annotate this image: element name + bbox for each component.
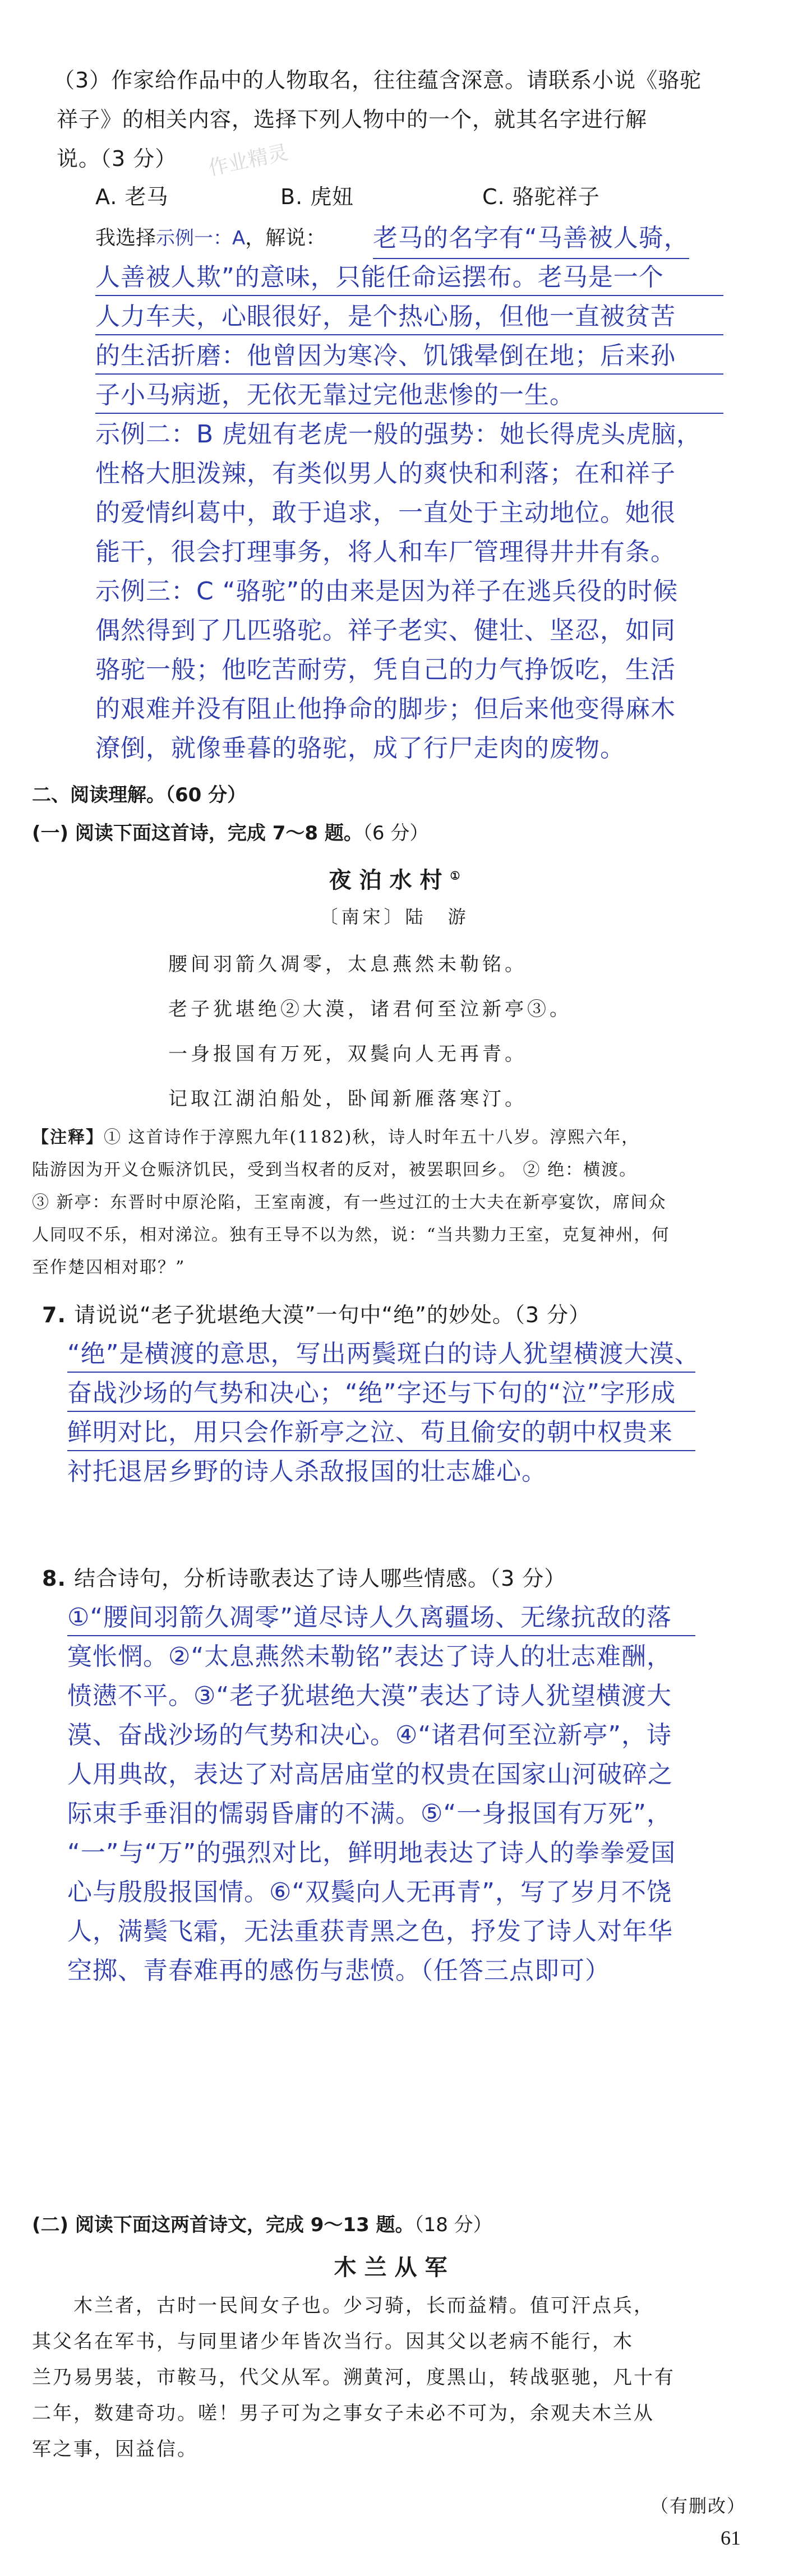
- body-line: 二年，数建奇功。嗟！男子可为之事女子未必不可为，余观夫木兰从: [32, 2402, 654, 2425]
- answer-line: 偶然得到了几匹骆驼。祥子老实、健壮、坚忍，如同: [95, 616, 676, 645]
- q3-prompt: [53, 61, 749, 178]
- option-c: C. 骆驼祥子: [482, 184, 600, 209]
- q7-prompt: [42, 1295, 590, 1335]
- body-line: 其父名在军书，与同里诸少年皆次当行。因其父以老病不能行，木: [32, 2330, 634, 2353]
- answer-line: 性格大胆泼辣，有类似男人的爽快和利落；在和祥子: [95, 459, 676, 488]
- note-line: 陆游因为开义仓赈济饥民，受到当权者的反对，被罢职回乡。 ② 绝：横渡。: [32, 1160, 638, 1180]
- poem-line: 一身报国有万死，双鬓向人无再青。: [168, 1043, 527, 1065]
- q8-prompt: [42, 1559, 566, 1598]
- body-line: 兰乃易男装，市鞍马，代父从军。溯黄河，度黑山，转战驱驰，凡十有: [32, 2366, 675, 2389]
- part2-score: （18 分）: [414, 2214, 492, 2236]
- answer-line: 鲜明对比，用只会作新亭之泣、苟且偷安的朝中权贵来: [67, 1418, 673, 1447]
- answer-line: “一”与“万”的强烈对比，鲜明地表达了诗人的拳拳爱国: [67, 1839, 676, 1867]
- part2-heading: [32, 2209, 492, 2237]
- answer-line: 人，满鬓飞霜，无法重获青黑之色，抒发了诗人对年华: [67, 1917, 673, 1946]
- body-line: 军之事，因益信。: [32, 2438, 198, 2460]
- q3-prompt-line: 祥子》的相关内容，选择下列人物中的一个，就其名字进行解: [57, 107, 648, 132]
- answer-line: 骆驼一般；他吃苦耐劳，凭自己的力气挣饭吃，生活: [95, 655, 676, 684]
- part2-heading-text: (二) 阅读下面这两首诗文，完成 9～13 题。: [32, 2214, 414, 2236]
- note-line: ① 这首诗作于淳熙九年(1182)秋，诗人时年五十八岁。淳熙六年，: [104, 1128, 640, 1147]
- q8-number: 8.: [42, 1566, 66, 1591]
- q3-answer: [95, 219, 729, 258]
- answer-line: 示例三：C “骆驼”的由来是因为祥子在逃兵役的时候: [95, 577, 679, 606]
- source-note: （有删改）: [650, 2495, 746, 2517]
- answer-line: 漠、奋战沙场的气势和决心。④“诸君何至泣新亭”，诗: [67, 1721, 672, 1749]
- answer-line: 的艰难并没有阻止他挣命的脚步；但后来他变得麻木: [95, 695, 676, 723]
- answer-line: 奋战沙场的气势和决心；“绝”字还与下句的“泣”字形成: [67, 1379, 676, 1407]
- answer-line: 能干，很会打理事务，将人和车厂管理得井井有条。: [95, 538, 676, 566]
- answer-line: 示例二：B 虎妞有老虎一般的强势：她长得虎头虎脑，: [95, 420, 702, 449]
- poem-notes: [32, 1121, 761, 1284]
- poem-title-note: ①: [450, 869, 460, 883]
- poem-line: 记取江湖泊船处，卧闻新雁落寒汀。: [168, 1088, 527, 1110]
- q3-prompt-line: 说。（3 分）: [57, 146, 177, 171]
- answer-line: 老马的名字有“马善被人骑，: [373, 219, 689, 259]
- part2-body: [32, 2288, 761, 2467]
- answer-example-label: 示例一：A: [156, 227, 246, 250]
- answer-line: 心与殷殷报国情。⑥“双鬓向人无再青”，写了岁月不饶: [67, 1878, 672, 1906]
- answer-line: 人力车夫，心眼很好，是个热心肠，但他一直被贫苦: [95, 302, 676, 331]
- q3-prompt-line: （3）作家给作品中的人物取名，往往蕴含深意。请联系小说《骆驼: [53, 68, 702, 93]
- watermark: 作业精灵: [206, 141, 290, 181]
- option-a: A. 老马: [95, 184, 169, 209]
- part1-score: （6 分）: [362, 822, 429, 844]
- q7-answer: [67, 1335, 712, 1492]
- page-number: 61: [721, 2527, 741, 2549]
- answer-line: 寞怅惘。②“太息燕然未勒铭”表达了诗人的壮志难酬，: [67, 1642, 672, 1671]
- q7-number: 7.: [42, 1303, 66, 1327]
- answer-line: ①“腰间羽箭久凋零”道尽诗人久离疆场、无缘抗敌的落: [67, 1603, 672, 1632]
- part2-title: 木兰从军: [334, 2254, 455, 2280]
- answer-line: 衬托退居乡野的诗人杀敌报国的壮志雄心。: [67, 1457, 547, 1486]
- poem-author: 〔南宋〕陆 游: [320, 906, 469, 927]
- answer-intro: 我选择: [95, 227, 156, 250]
- answer-line: 子小马病逝，无依无靠过完他悲惨的一生。: [95, 381, 575, 409]
- note-line: 至作楚囚相对耶？”: [32, 1258, 186, 1277]
- q7-prompt-text: 请说说“老子犹堪绝大漠”一句中“绝”的妙处。（3 分）: [74, 1303, 591, 1327]
- answer-line: 际束手垂泪的懦弱昏庸的不满。⑤“一身报国有万死”，: [67, 1799, 672, 1828]
- answer-line: 人善被人欺”的意味，只能任命运摆布。老马是一个: [95, 263, 664, 292]
- note-line: ③ 新亭：东晋时中原沦陷，王室南渡，有一些过江的士大夫在新亭宴饮，席间众: [32, 1193, 667, 1212]
- answer-line: 的生活折磨：他曾因为寒冷、饥饿晕倒在地；后来孙: [95, 341, 676, 370]
- answer-line: 人用典故，表达了对高居庙堂的权贵在国家山河破碎之: [67, 1760, 673, 1789]
- option-b: B. 虎妞: [280, 184, 354, 209]
- answer-line: 愤懑不平。③“老子犹堪绝大漠”表达了诗人犹望横渡大: [67, 1682, 672, 1710]
- part1-heading: [32, 818, 428, 845]
- answer-line: “绝”是横渡的意思，写出两鬓斑白的诗人犹望横渡大漠、: [67, 1340, 700, 1368]
- poem-body: [168, 942, 572, 1121]
- q8-answer: [67, 1598, 712, 1991]
- poem-line: 腰间羽箭久凋零，太息燕然未勒铭。: [168, 953, 527, 976]
- section-heading: 二、阅读理解。（60 分）: [32, 784, 247, 806]
- q3-answer-body: [95, 258, 729, 768]
- poem-title-text: 夜泊水村: [329, 867, 450, 893]
- part1-heading-text: (一) 阅读下面这首诗，完成 7～8 题。: [32, 822, 363, 844]
- answer-line: 空掷、青春难再的感伤与悲愤。（任答三点即可）: [67, 1956, 610, 1985]
- answer-line: 的爱情纠葛中，敢于追求，一直处于主动地位。她很: [95, 498, 676, 527]
- notes-label: 【注释】: [32, 1128, 104, 1147]
- q8-prompt-text: 结合诗句，分析诗歌表达了诗人哪些情感。（3 分）: [74, 1566, 566, 1591]
- poem-line: 老子犹堪绝②大漠，诸君何至泣新亭③。: [168, 998, 572, 1021]
- answer-intro-2: ，解说：: [245, 227, 326, 250]
- answer-line: 潦倒，就像垂暮的骆驼，成了行尸走肉的废物。: [95, 734, 625, 763]
- poem-title: [0, 862, 789, 894]
- body-line: 木兰者，古时一民间女子也。少习骑，长而益精。值可汗点兵，: [32, 2295, 654, 2317]
- note-line: 人同叹不乐，相对涕泣。独有王导不以为然，说：“当共勠力王室，克复神州，何: [32, 1225, 670, 1245]
